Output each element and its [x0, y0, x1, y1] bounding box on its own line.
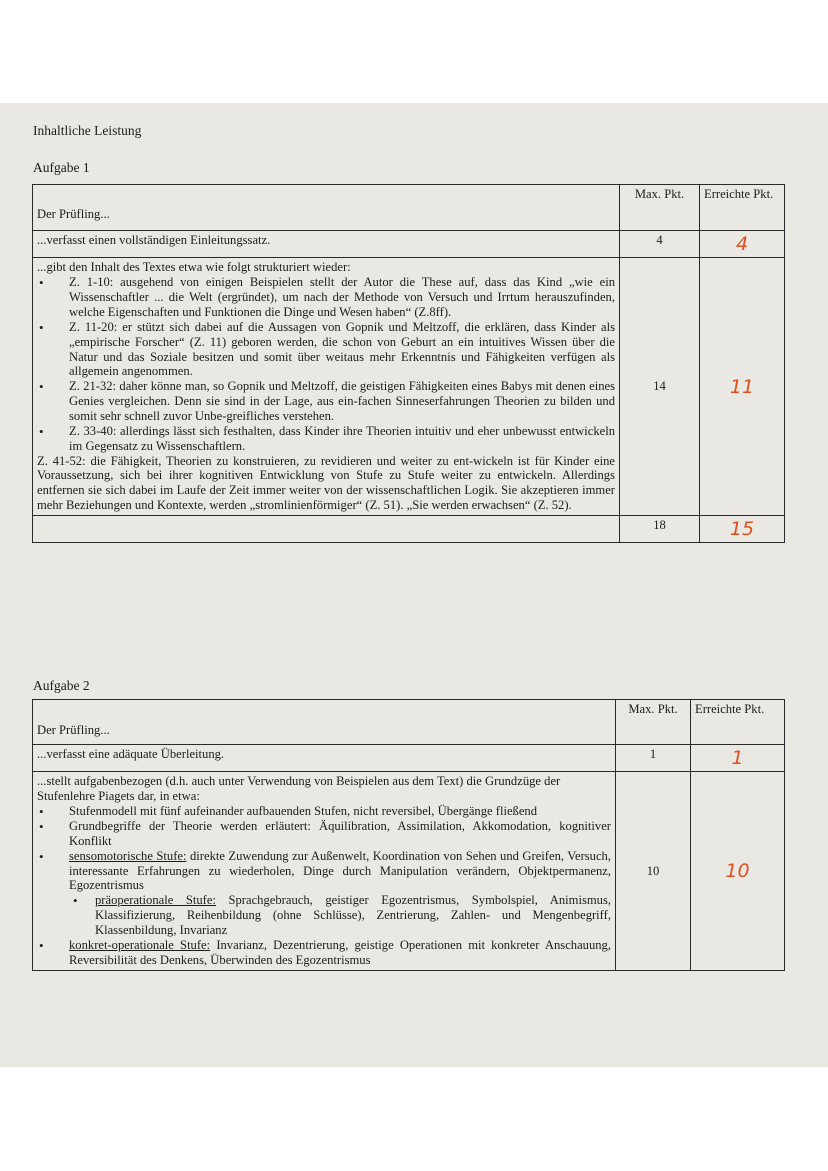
section-title: Inhaltliche Leistung [33, 123, 142, 138]
aufgabe2-row1-max: 1 [616, 745, 691, 772]
aufgabe1-bullet-list [37, 275, 615, 453]
aufgabe2-bullet-3-label: sensomotorische Stufe: [69, 848, 187, 863]
aufgabe2-bullet-2: • Grundbegriffe der Theorie werden erläutert: Äquilibration, Assimilation, Akkomodation, kognitiver Konflikt [37, 819, 611, 849]
aufgabe1-bullet-4: • Z. 33-40: allerdings lässt sich festhalten, dass Kinder ihre Theorien intuitiv und eher unbewusst entwickeln im Gegensatz zu Wissenschaftlern. [37, 424, 615, 454]
aufgabe1-table [32, 184, 785, 543]
aufgabe2-bullet-5-label: konkret-operationale Stufe: [69, 937, 211, 952]
aufgabe2-row2-max: 10 [616, 772, 691, 970]
aufgabe1-row1-achieved: 4 [735, 233, 749, 255]
aufgabe1-row2-closing: Z. 41-52: die Fähigkeit, Theorien zu konstruieren, zu revidieren und weiter zu ent-wickeln ist für Kinder eine Voraussetzung, sich bei ihrer kognitiven Entwicklung von Stufe zu Stufe weiter zu entwickeln. Allerdings entfernen sie sich dabei im Laufe der Zeit immer weiter von der wissenschaftlichen Logik. Sie akzeptieren immer mehr Beziehungen und Kontexte, werden „stromlinienförmiger“ (Z. 51). „Sie werden erwachsen“ (Z. 52). [37, 453, 615, 513]
aufgabe1-row-inhalt [33, 258, 785, 516]
aufgabe2-row1-text: ...verfasst eine adäquate Überleitung. [33, 745, 616, 772]
aufgabe1-total-label [33, 516, 620, 543]
aufgabe2-bullet-3-text: direkte Zuwendung zur Außenwelt, Koordination von Sehen und Greifen, Versuch, interessante Erfahrungen zu wiederholen, Dinge durch Manipulation verändern, Objektpermanenz, Egozentrismus [69, 848, 611, 893]
aufgabe1-header-achieved: Erreichte Pkt. [700, 185, 785, 231]
aufgabe1-total-row [33, 516, 785, 543]
aufgabe1-row1-text: ...verfasst einen vollständigen Einleitungssatz. [33, 231, 620, 258]
aufgabe2-bullet-5-text: Invarianz, Dezentrierung, geistige Operationen mit konkreter Anschauung, Reversibilität des Denkens, Überwinden des Egozentrismus [69, 937, 612, 967]
aufgabe2-header-max: Max. Pkt. [616, 700, 691, 745]
aufgabe1-row-einleitung [33, 231, 785, 258]
aufgabe2-bullet-4-text: Sprachgebrauch, geistiger Egozentrismus, Symbolspiel, Animismus, Klassifizierung, Reihenbildung (ohne Schlüsse), Zentrierung, Zahlen- und Mengenbegriff, Klassenbildung, Invarianz [95, 893, 611, 937]
aufgabe2-table [32, 699, 785, 971]
aufgabe2-header-left: Der Prüfling... [33, 700, 616, 745]
aufgabe1-total-max: 18 [620, 516, 700, 543]
aufgabe1-title: Aufgabe 1 [33, 160, 90, 175]
aufgabe1-header-row [33, 185, 785, 231]
aufgabe1-bullet-1: • Z. 1-10: ausgehend von einigen Beispielen stellt der Autor die These auf, dass das Kind „wie ein Wissenschaftler ... die Welt (ergründet), um nach der Methode von Versuch und Irrtum herauszufinden, welche Eigenschaften und Funktionen die Dinge und Wesen haben“ (Z.8ff). [37, 275, 615, 320]
aufgabe2-row-ueberleitung [33, 745, 785, 772]
aufgabe2-header-row [33, 700, 785, 745]
aufgabe1-row2-intro: ...gibt den Inhalt des Textes etwa wie folgt strukturiert wieder: [37, 260, 351, 275]
aufgabe1-header-max: Max. Pkt. [620, 185, 700, 231]
aufgabe1-row2-achieved: 11 [729, 375, 755, 398]
aufgabe1-bullet-2: • Z. 11-20: er stützt sich dabei auf die Aussagen von Gopnik und Meltzoff, die erklären, dass Kinder als „empirische Forscher“ (Z. 11) geboren werden, die schon von Geburt an ein intuitives Wissen über die Natur und das Soziale besitzen und somit über weitaus mehr Erkenntnis und Fähigkeiten verfügen als allgemein angenommen. [37, 320, 615, 379]
aufgabe1-row2-max: 14 [620, 258, 700, 516]
aufgabe2-bullet-4 [37, 893, 611, 938]
aufgabe1-total-achieved: 15 [729, 518, 755, 541]
aufgabe2-row2-achieved: 10 [725, 859, 750, 882]
aufgabe2-row-stufenlehre [33, 772, 785, 970]
aufgabe2-bullet-5 [37, 938, 611, 968]
aufgabe1-header-left: Der Prüfling... [33, 185, 620, 231]
aufgabe2-bullet-1: • Stufenmodell mit fünf aufeinander aufbauenden Stufen, nicht reversibel, Übergänge fließend [37, 804, 611, 819]
aufgabe2-bullet-list [37, 804, 611, 967]
aufgabe2-row2-intro: ...stellt aufgabenbezogen (d.h. auch unter Verwendung von Beispielen aus dem Text) die Grundzüge der Stufenlehre Piagets dar, in etwa: [37, 774, 561, 804]
aufgabe2-bullet-4-label: präoperationale Stufe: [95, 893, 216, 908]
aufgabe1-row1-max: 4 [620, 231, 700, 258]
aufgabe2-title: Aufgabe 2 [33, 678, 90, 693]
aufgabe2-header-achieved: Erreichte Pkt. [691, 700, 785, 745]
scanned-sheet [0, 103, 828, 1067]
aufgabe1-bullet-3: • Z. 21-32: daher könne man, so Gopnik und Meltzoff, die geistigen Fähigkeiten eines Babys mit denen eines Genies vergleichen. Denn sie sind in der Lage, aus ein-fachen Sinneserfahrungen Theorien zu bilden und somit sehr schnell zuvor Unbe-greifliches verstehen. [37, 379, 615, 424]
aufgabe2-row1-achieved: 1 [731, 747, 744, 769]
aufgabe2-bullet-3 [37, 849, 611, 894]
